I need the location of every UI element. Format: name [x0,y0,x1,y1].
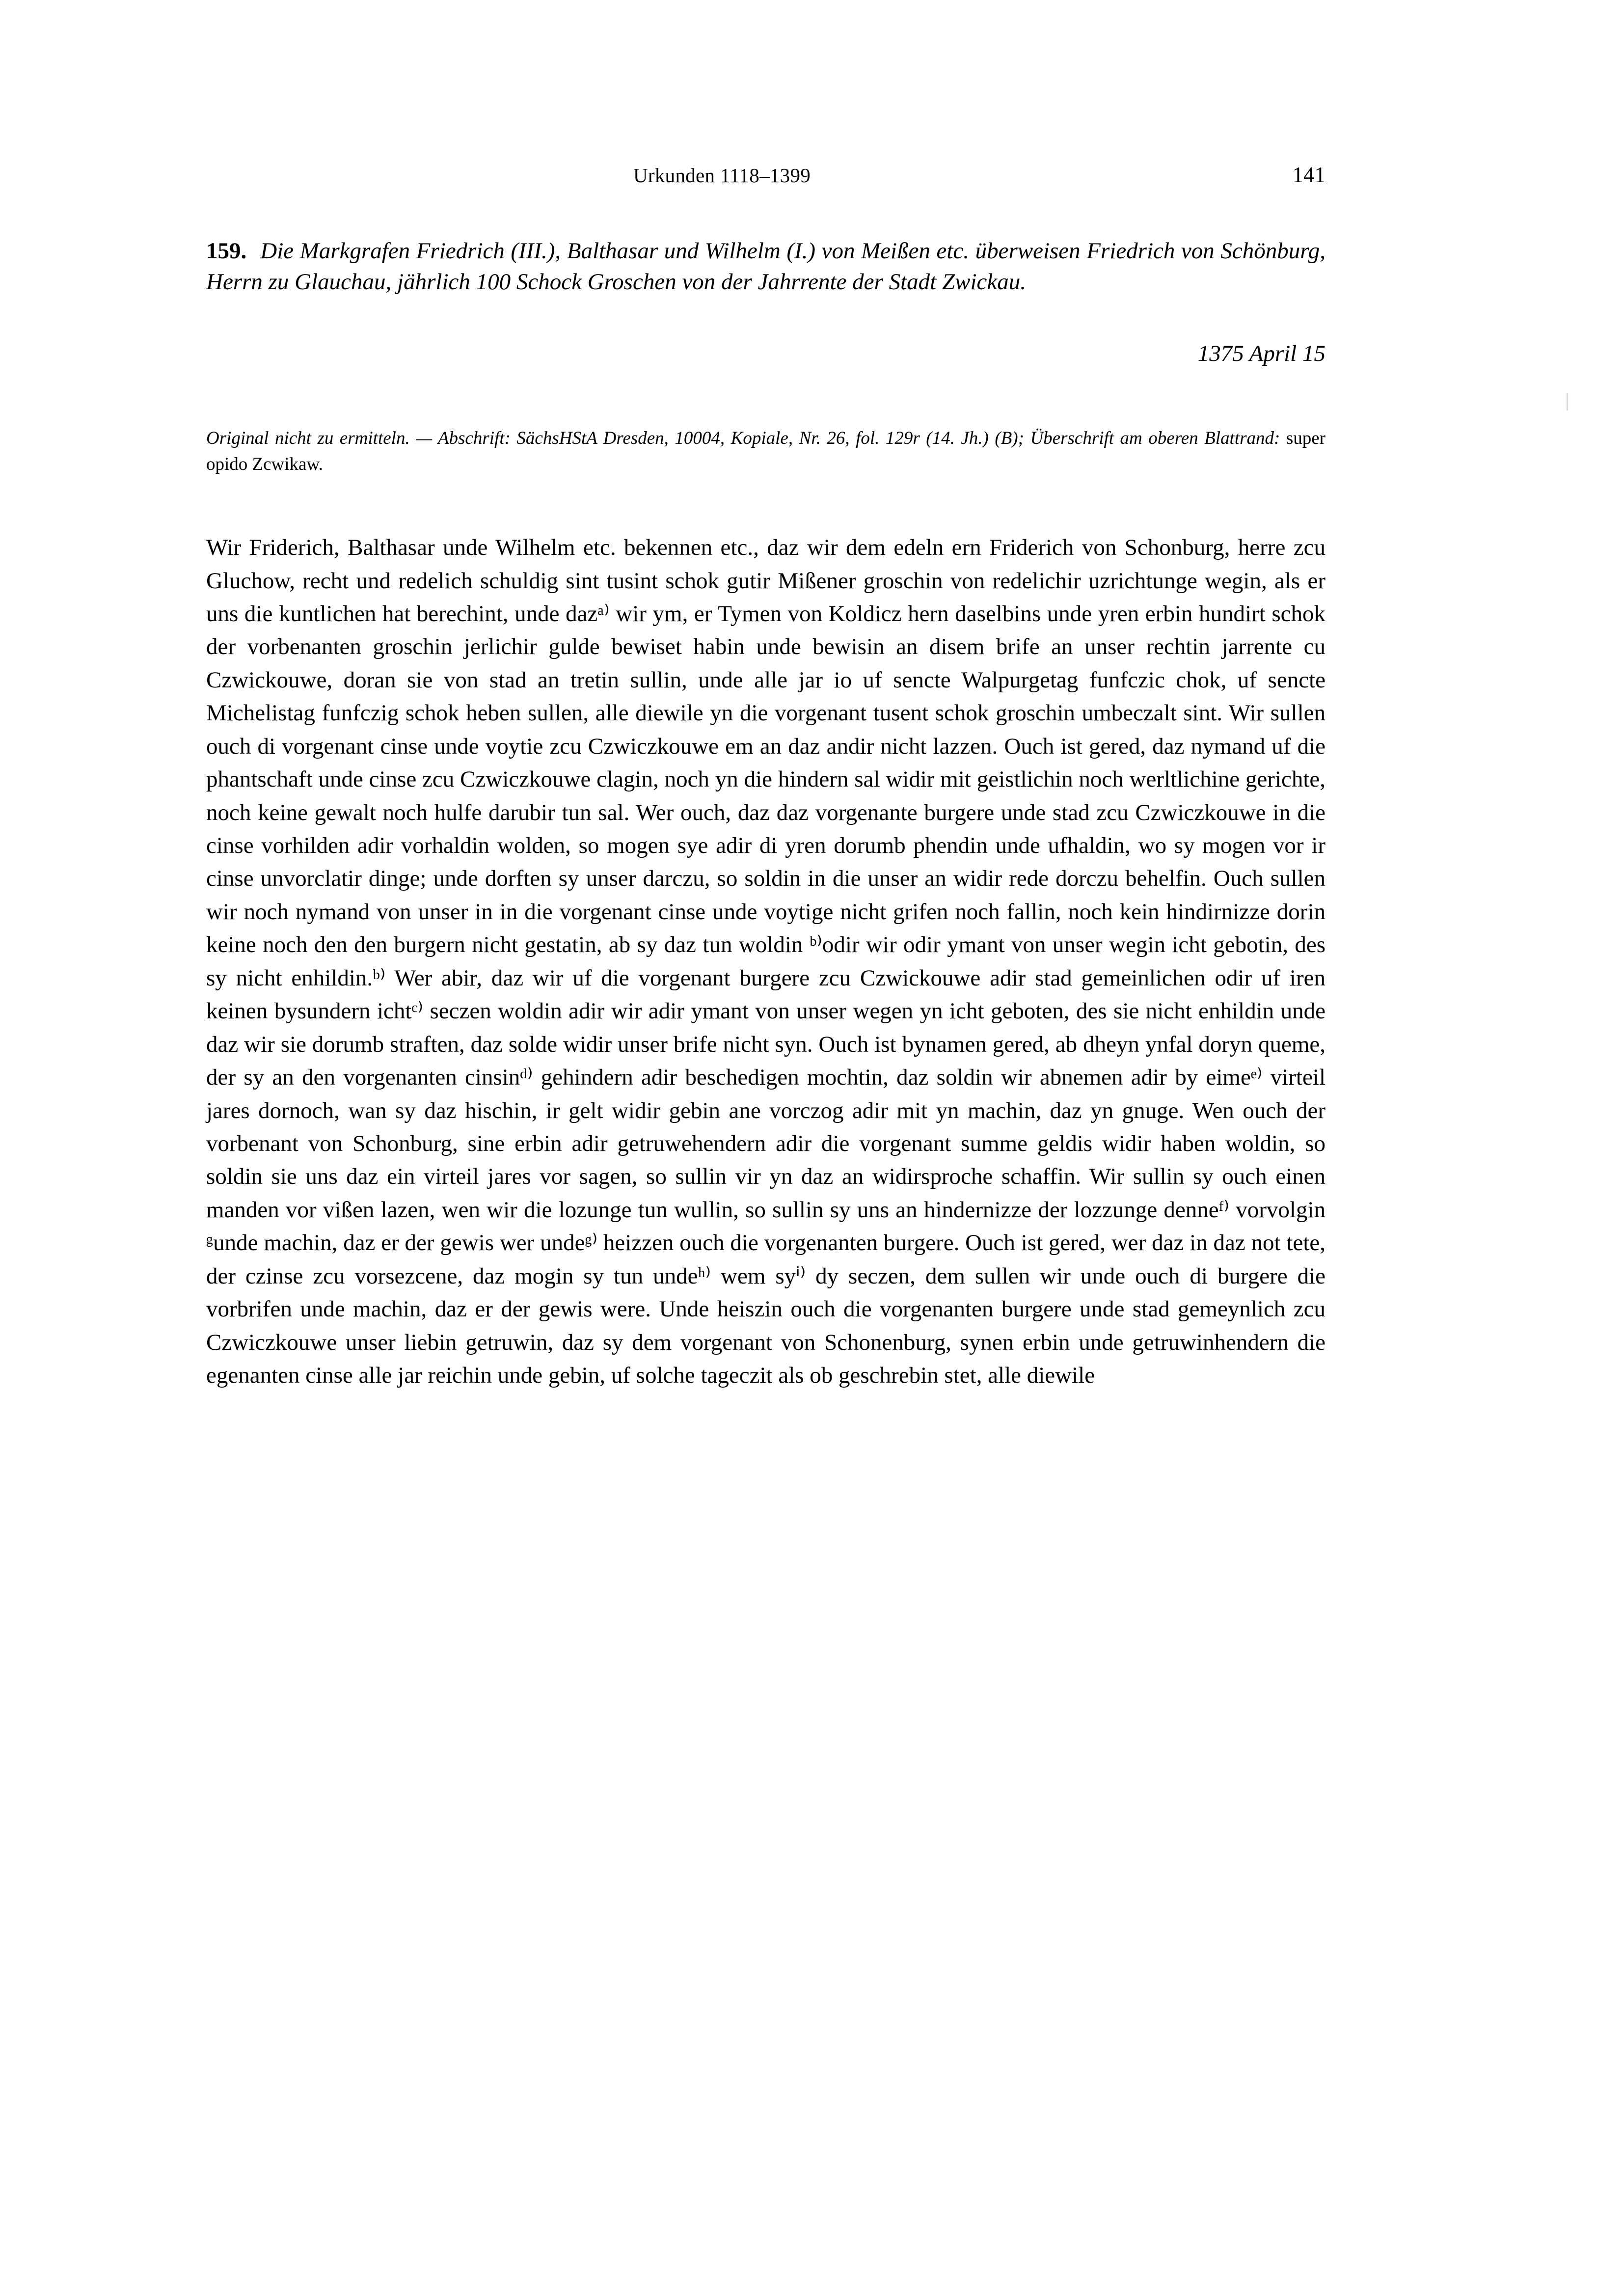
entry-number: 159. [206,238,247,264]
entry-regest [206,236,1325,297]
running-title: Urkunden 1118–1399 [633,164,811,187]
entry-body [206,236,1325,1415]
entry-regest-text: Die Markgrafen Friedrich (III.), Balthasar und Wilhelm (I.) von Meißen etc. überweisen Friedrich von Schönburg, Herrn zu Glauchau, jährlich 100 Schock Groschen von der Jahrrente der Stadt Zwickau. [206,238,1325,295]
source-note [206,426,1325,477]
page-edge-mark [1567,393,1568,410]
source-note-italic: Original nicht zu ermitteln. — Abschrift: SächsHStA Dresden, 10004, Kopiale, Nr. 26, fol. 129r (14. Jh.) (B); Überschrift am oberen Blattrand: [206,428,1280,448]
source-note-plain: super opido Zcwikaw. [206,428,1325,474]
page-number: 141 [1292,163,1325,187]
charter-text: Wir Friderich, Balthasar unde Wilhelm etc. bekennen etc., daz wir dem edeln ern Friderich von Schonburg, herre zcu Gluchow, recht und redelich schuldig sint tusint schok gutir Mißener groschin von redelichir uzrichtunge wegin, als er uns die kuntlichen hat berechint, unde dazᵃ⁾ wir ym, er Tymen von Koldicz hern daselbins unde yren erbin hundirt schok der vorbenanten groschin jerlichir gulde bewiset habin unde bewisin an disem brife an unser rechtin jarrente cu Czwickouwe, doran sie von stad an tretin sullin, unde alle jar io uf sencte Walpurgetag funfczic chok, uf sencte Michelistag funfczig schok heben sullen, alle diewile yn die vorgenant tusent schok groschin umbeczalt sint. Wir sullen ouch di vorgenant cinse unde voytie zcu Czwiczkouwe em an daz andir nicht lazzen. Ouch ist gered, daz nymand uf die phantschaft unde cinse zcu Czwiczkouwe clagin, noch yn die hindern sal widir mit geistlichin noch werltlichine gerichte, noch keine gewalt noch hulfe darubir tun sal. Wer ouch, daz daz vorgenante burgere unde stad zcu Czwiczkouwe in die cinse vorhilden adir vorhaldin wolden, so mogen sye adir di yren dorumb phendin unde ufhaldin, wo sy mogen vor ir cinse unvorclatir dinge; unde dorften sy unser darczu, so soldin in die unser an widir rede dorczu behelfin. Ouch sullen wir noch nymand von unser in in die vorgenant cinse unde voytige nicht grifen noch fallin, noch kein hindirnizze dorin keine noch den den burgern nicht gestatin, ab sy daz tun woldin ᵇ⁾odir wir odir ymant von unser wegin icht gebotin, des sy nicht enhildin.ᵇ⁾ Wer abir, daz wir uf die vorgenant burgere zcu Czwickouwe adir stad gemeinlichen odir uf iren keinen bysundern ichtᶜ⁾ seczen woldin adir wir adir ymant von unser wegen yn icht geboten, des sie nicht enhildin unde daz wir sie dorumb straften, daz solde widir unser brife nicht syn. Ouch ist bynamen gered, ab dheyn ynfal doryn queme, der sy an den vorgenanten cinsinᵈ⁾ gehindern adir beschedigen mochtin, daz soldin wir abnemen adir by eimeᵉ⁾ virteil jares dornoch, wan sy daz hischin, ir gelt widir gebin ane vorczog adir mit yn machin, daz yn gnuge. Wen ouch der vorbenant von Schonburg, sine erbin adir getruwehendern adir die vorgenant summe geldis widir haben woldin, so soldin sie uns daz ein virteil jares vor sagen, so sullin vir yn daz an widirsproche schaffin. Wir sullin sy ouch einen manden vor vißen lazen, wen wir die lozunge tun wullin, so sullin sy uns an hindernizze der lozzunge denneᶠ⁾ vorvolgin ᵍunde machin, daz er der gewis wer undeᵍ⁾ heizzen ouch die vorgenanten burgere. Ouch ist gered, wer daz in daz not tete, der czinse zcu vorsezcene, daz mogin sy tun undeʰ⁾ wem syⁱ⁾ dy seczen, dem sullen wir unde ouch di burgere die vorbrifen unde machin, daz er der gewis were. Unde heiszin ouch die vorgenanten burgere unde stad gemeynlich zcu Czwiczkouwe unser liebin getruwin, daz sy dem vorgenant von Schonenburg, synen erbin unde getruwinhendern die egenanten cinse alle jar reichin unde gebin, uf solche tageczit als ob geschrebin stet, alle diewile [206,535,1325,1388]
running-head [206,162,1325,188]
entry-date: 1375 April 15 [1197,341,1325,366]
